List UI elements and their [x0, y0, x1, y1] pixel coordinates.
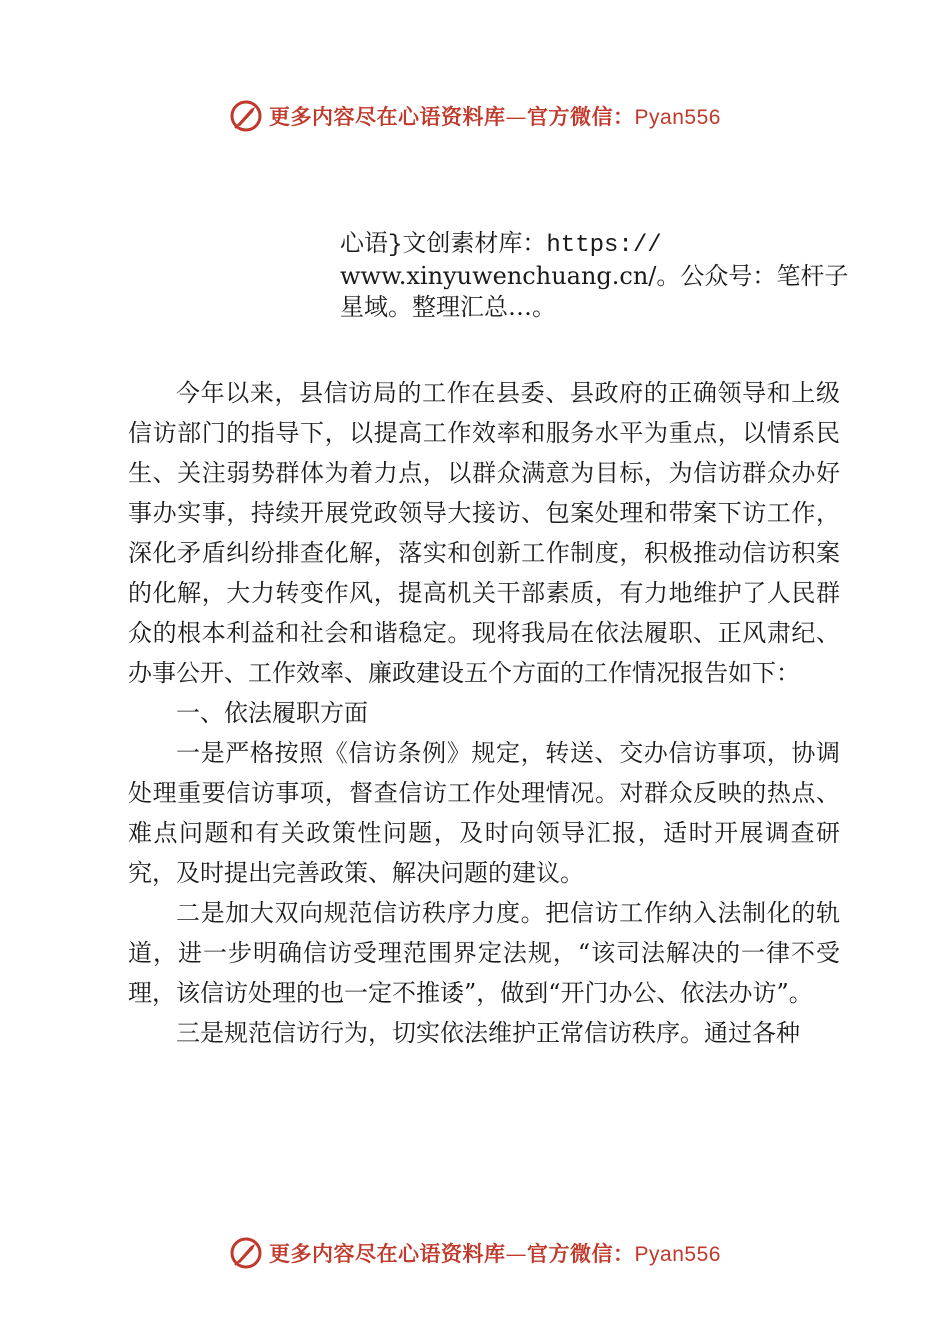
quill-circle-logo-icon [229, 99, 263, 133]
banner-brand: 更多内容尽在心语资料库 [269, 1241, 506, 1266]
source-note-line-2: www.xinyuwenchuang.cn/。公众号：笔杆子星域。整理汇总…。 [340, 262, 849, 321]
source-note [340, 230, 860, 323]
section-heading: 一、依法履职方面 [176, 699, 368, 727]
banner-official-label: 官方微信： [527, 104, 635, 129]
paragraph-intro: 今年以来，县信访局的工作在县委、县政府的正确领导和上级信访部门的指导下，以提高工作效率和服务水平为重点，以情系民生、关注弱势群体为着力点，以群众满意为目标，为信访群众办好事办实事，持续开展党政领导大接访、包案处理和带案下访工作，深化矛盾纠纷排查化解，落实和创新工作制度，积极推动信访积案的化解，大力转变作风，提高机关干部素质，有力地维护了人民群众的根本利益和社会和谐稳定。现将我局在依法履职、正风肃纪、办事公开、工作效率、廉政建设五个方面的工作情况报告如下： [128, 379, 840, 687]
footer-banner [0, 1233, 950, 1273]
source-note-line-1: 心语}文创素材库：https:// [340, 232, 662, 259]
paragraph-item-2: 二是加大双向规范信访秩序力度。把信访工作纳入法制化的轨道，进一步明确信访受理范围界定法规，“该司法解决的一律不受理，该信访处理的也一定不推诿”，做到“开门办公、依法办访”。 [128, 899, 840, 1007]
banner-text [269, 101, 721, 131]
banner-separator: — [505, 105, 528, 129]
banner-text [269, 1238, 721, 1268]
quill-circle-logo-icon [229, 1236, 263, 1270]
document-body [128, 373, 840, 1053]
header-banner [0, 96, 950, 136]
paragraph-item-3: 三是规范信访行为，切实依法维护正常信访秩序。通过各种 [176, 1019, 800, 1047]
banner-wechat-id: Pyan556 [634, 1243, 721, 1266]
banner-brand: 更多内容尽在心语资料库 [269, 104, 506, 129]
banner-wechat-id: Pyan556 [634, 106, 721, 129]
banner-official-label: 官方微信： [527, 1241, 635, 1266]
banner-separator: — [505, 1242, 528, 1266]
paragraph-item-1: 一是严格按照《信访条例》规定，转送、交办信访事项，协调处理重要信访事项，督查信访工作处理情况。对群众反映的热点、难点问题和有关政策性问题，及时向领导汇报，适时开展调查研究，及时提出完善政策、解决问题的建议。 [128, 739, 840, 887]
